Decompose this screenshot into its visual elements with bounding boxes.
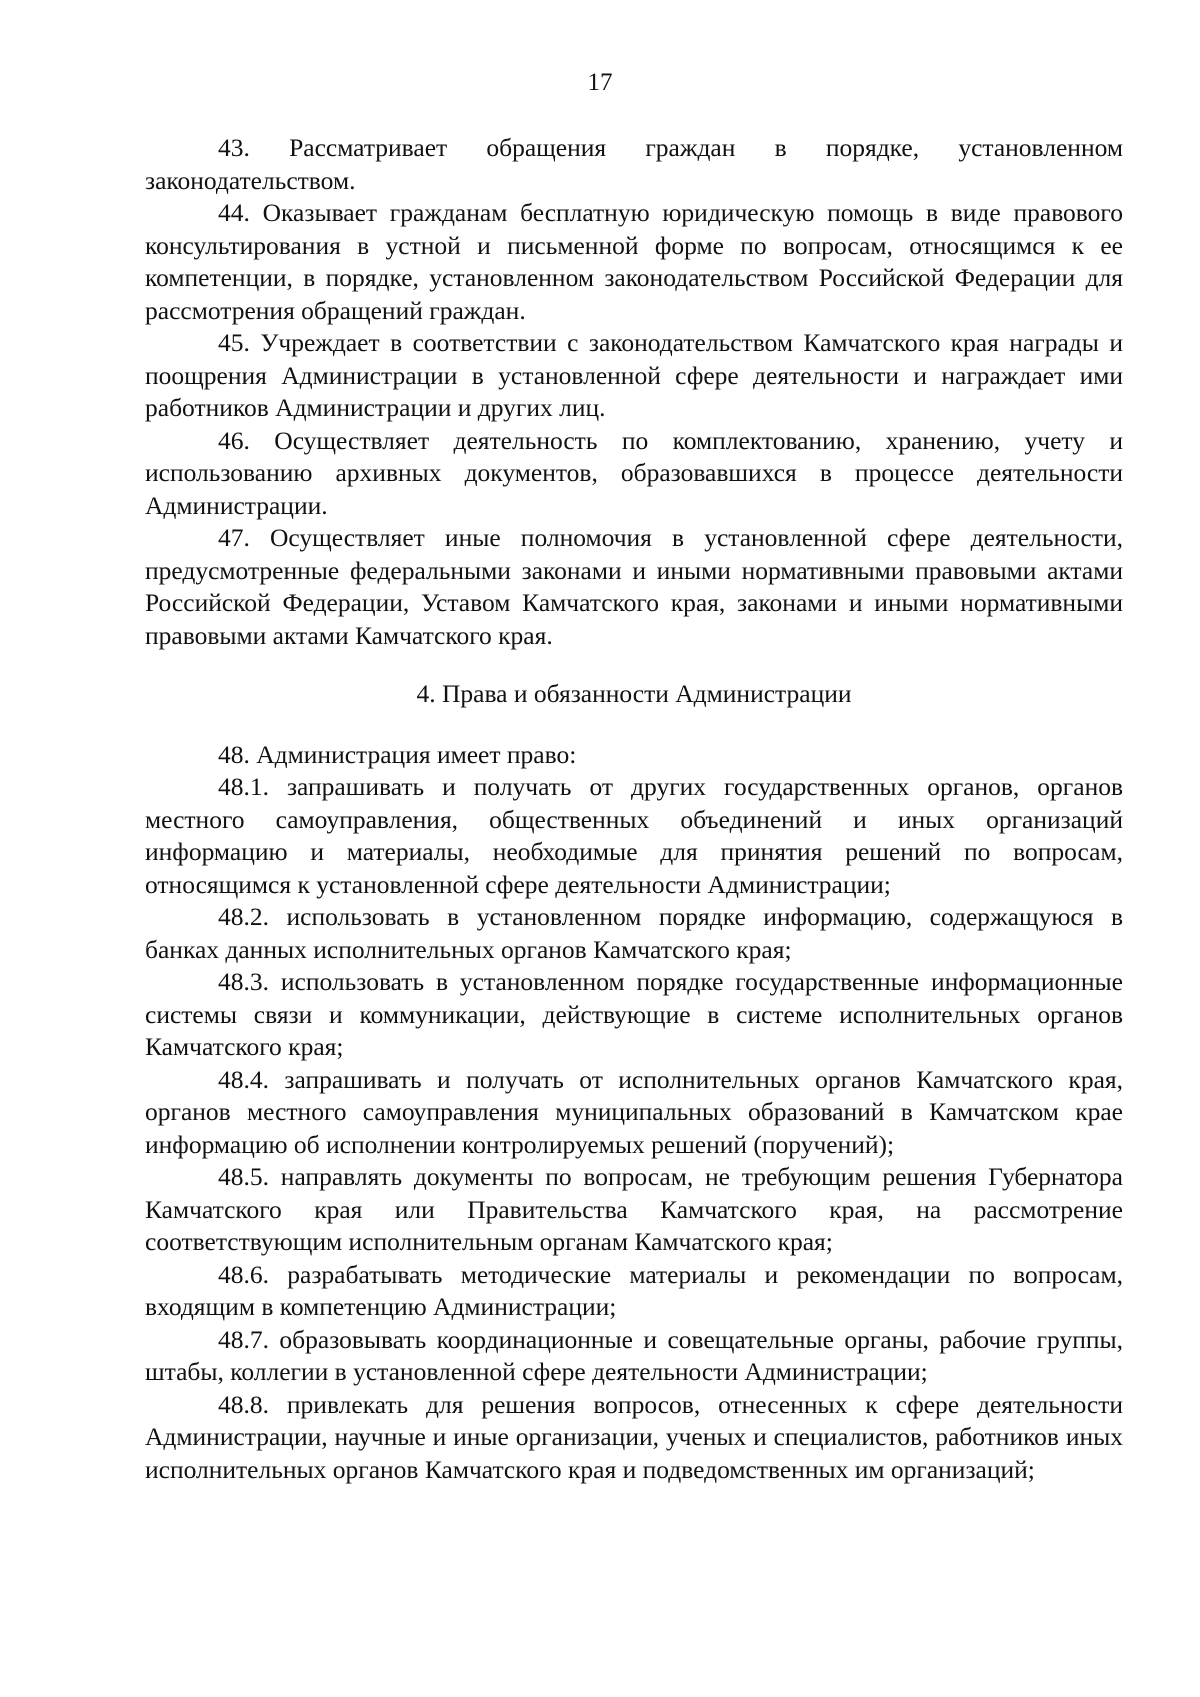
paragraph-48: 48. Администрация имеет право:	[218, 739, 577, 769]
page-number: 17	[587, 69, 613, 96]
paragraph-48-3: 48.3. использовать в установленном порядке государственные информационные системы связи и коммуникации, действующие в системе исполнительных органов Камчатского края;	[145, 967, 1123, 1061]
paragraph-44: 44. Оказывает гражданам бесплатную юридическую помощь в виде правового консультирования в устной и письменной форме по вопросам, относящимся к ее компетенции, в порядке, установленном законодательством Российской Федерации для рассмотрения обращений граждан.	[145, 198, 1123, 325]
paragraph-48-2: 48.2. использовать в установленном порядке информацию, содержащуюся в банках данных исполнительных органов Камчатского края;	[145, 902, 1123, 964]
paragraph-43: 43. Рассматривает обращения граждан в порядке, установленном законодательством.	[145, 133, 1123, 195]
paragraph-46: 46. Осуществляет деятельность по комплектованию, хранению, учету и использованию архивных документов, образовавшихся в процессе деятельности Администрации.	[145, 425, 1123, 520]
paragraph-48-4: 48.4. запрашивать и получать от исполнительных органов Камчатского края, органов местного самоуправления муниципальных образований в Камчатском крае информацию об исполнении контролируемых решений (поручений);	[145, 1064, 1123, 1159]
paragraph-48-5: 48.5. направлять документы по вопросам, не требующим решения Губернатора Камчатского края или Правительства Камчатского края, на рассмотрение соответствующим исполнительным органам Камчатского края;	[145, 1162, 1123, 1256]
document-body	[145, 132, 1123, 1486]
paragraph-48-1: 48.1. запрашивать и получать от других государственных органов, органов местного самоуправления, общественных объединений и иных организаций информацию и материалы, необходимые для принятия решений по вопросам, относящимся к установленной сфере деятельности Администрации;	[145, 772, 1123, 899]
section-heading: 4. Права и обязанности Администрации	[416, 679, 852, 708]
paragraph-48-7: 48.7. образовывать координационные и совещательные органы, рабочие группы, штабы, коллегии в установленной сфере деятельности Администрации;	[145, 1324, 1123, 1386]
paragraph-45: 45. Учреждает в соответствии с законодательством Камчатского края награды и поощрения Администрации в установленной сфере деятельности и награждает ими работников Администрации и других лиц.	[145, 328, 1123, 422]
paragraph-47: 47. Осуществляет иные полномочия в установленной сфере деятельности, предусмотренные федеральными законами и иными нормативными правовыми актами Российской Федерации, Уставом Камчатского края, законами и иными нормативными правовыми актами Камчатского края.	[145, 523, 1123, 650]
paragraph-48-8: 48.8. привлекать для решения вопросов, отнесенных к сфере деятельности Администрации, научные и иные организации, ученых и специалистов, работников иных исполнительных органов Камчатского края и подведомственных им организаций;	[145, 1389, 1123, 1484]
paragraph-48-6: 48.6. разрабатывать методические материалы и рекомендации по вопросам, входящим в компетенцию Администрации;	[145, 1259, 1123, 1321]
